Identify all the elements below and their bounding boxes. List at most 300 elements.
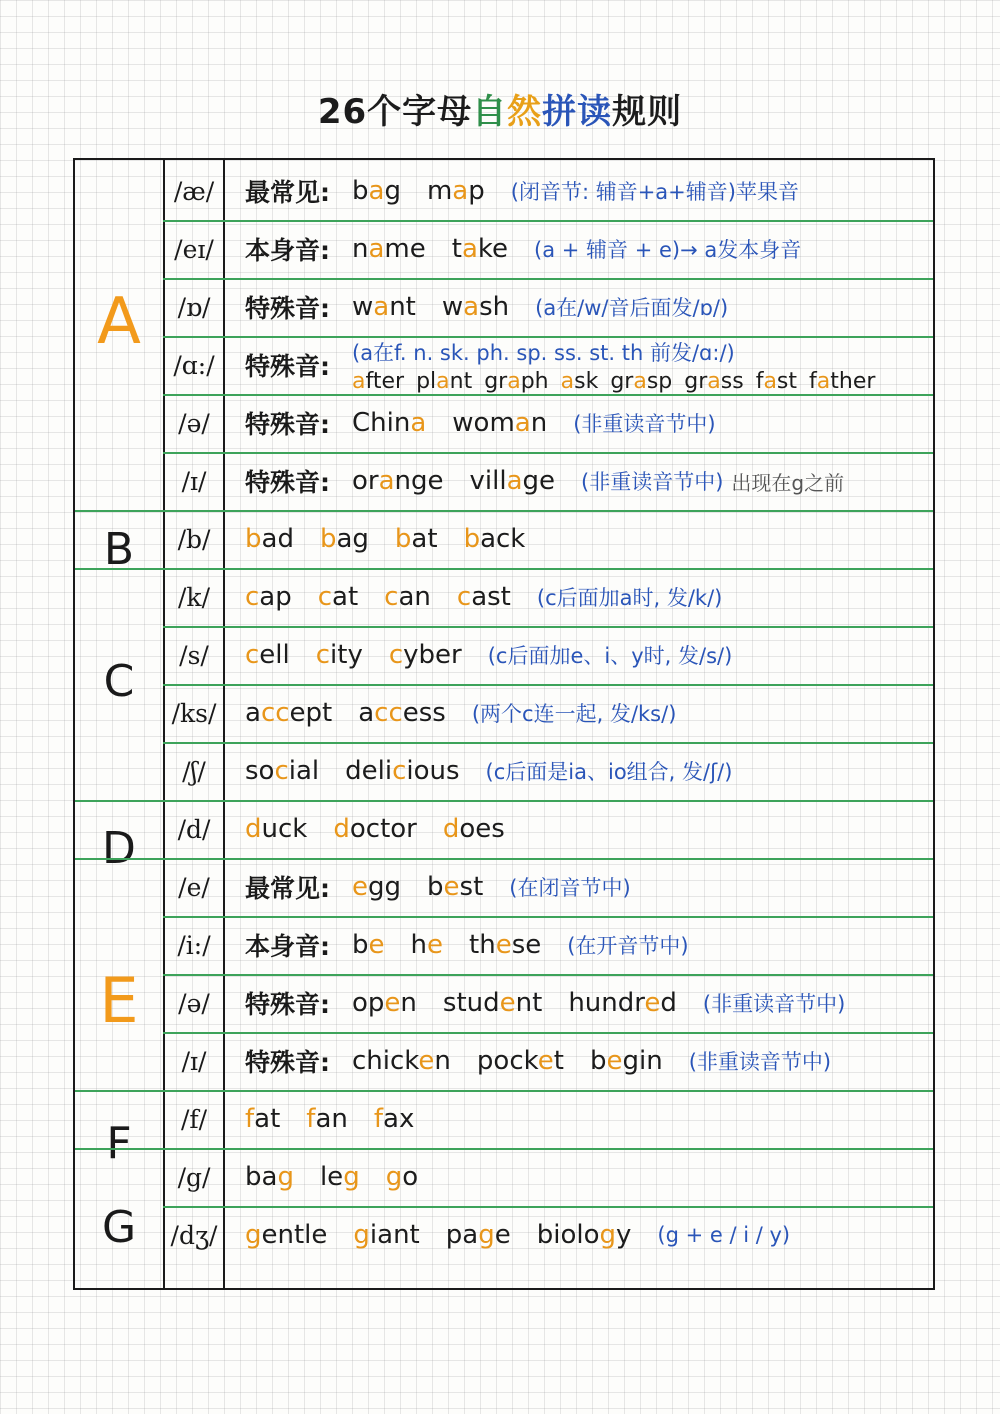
word-part: me xyxy=(384,234,426,264)
table-row xyxy=(75,510,933,568)
word-part: yber xyxy=(403,640,462,670)
word-part: gr xyxy=(484,368,508,394)
example-word xyxy=(389,640,462,670)
title-part: 自 xyxy=(472,92,508,132)
rule-note: (两个c连一起, 发/ks/) xyxy=(471,702,677,726)
word-part: gr xyxy=(684,368,708,394)
example-word xyxy=(352,466,444,496)
ipa-symbol: /g/ xyxy=(177,1162,211,1192)
ipa-symbol: /b/ xyxy=(177,524,211,554)
example-word xyxy=(469,930,541,960)
word-part: n xyxy=(530,408,548,438)
sound-type-label: 特殊音: xyxy=(245,990,330,1019)
example-word xyxy=(610,369,672,394)
table-row xyxy=(75,858,933,916)
example-word xyxy=(442,292,509,322)
word-part: ke xyxy=(477,234,509,264)
word-list xyxy=(352,408,573,438)
sound-type-label: 特殊音: xyxy=(245,468,330,497)
example-word xyxy=(316,640,363,670)
word-part: b xyxy=(352,176,369,206)
word-part: ept xyxy=(289,698,333,728)
word-list xyxy=(352,466,581,496)
word-part: ther xyxy=(830,368,876,394)
word-part: t xyxy=(451,234,462,264)
letter-g: G xyxy=(101,1202,137,1253)
example-word xyxy=(452,234,508,264)
ipa-symbol: /s/ xyxy=(179,640,209,670)
word-part: deli xyxy=(345,756,393,786)
word-part: ap xyxy=(259,582,292,612)
word-list xyxy=(245,1162,444,1192)
row-content xyxy=(245,510,927,568)
rule-note: (闭音节: 辅音+a+辅音)苹果音 xyxy=(510,180,799,204)
word-part: y xyxy=(616,1220,632,1250)
highlighted-letters: e xyxy=(606,1046,623,1076)
table-row xyxy=(75,162,933,220)
word-part: octor xyxy=(349,814,417,844)
word-part: m xyxy=(426,176,453,206)
row-content xyxy=(245,1032,927,1090)
word-list xyxy=(352,872,509,902)
ipa-symbol: /k/ xyxy=(178,582,210,612)
highlighted-letters: a xyxy=(507,368,521,394)
table-row xyxy=(75,1202,933,1264)
highlighted-letters: c xyxy=(245,582,260,612)
example-word xyxy=(684,369,743,394)
word-list xyxy=(352,988,703,1018)
highlighted-letters: a xyxy=(368,234,385,264)
word-part: le xyxy=(319,1162,344,1192)
word-part: ad xyxy=(261,524,294,554)
example-word xyxy=(537,1220,632,1250)
highlighted-letters: f xyxy=(373,1104,384,1134)
highlighted-letters: a xyxy=(633,368,647,394)
word-part: d xyxy=(660,988,677,1018)
word-part: at xyxy=(411,524,438,554)
ipa-symbol: /ɪ/ xyxy=(181,466,207,496)
row-content xyxy=(245,858,927,916)
highlighted-letters: a xyxy=(352,368,366,394)
sound-type-label: 特殊音: xyxy=(245,352,330,381)
word-part: at xyxy=(254,1104,281,1134)
row-content xyxy=(245,800,927,858)
rule-note: (非重读音节中) xyxy=(573,412,716,436)
word-part: o xyxy=(402,1162,419,1192)
row-content xyxy=(245,1206,927,1264)
word-list xyxy=(352,234,534,264)
word-part: pock xyxy=(476,1046,538,1076)
rule-note: (c后面是ia、io组合, 发/ʃ/) xyxy=(485,760,733,784)
word-part: ell xyxy=(259,640,290,670)
word-part: hundr xyxy=(568,988,645,1018)
table-row xyxy=(75,742,933,800)
example-word xyxy=(590,1046,663,1076)
row-content xyxy=(245,974,927,1032)
example-word xyxy=(446,1220,511,1250)
row-content xyxy=(245,684,927,742)
example-word xyxy=(470,466,556,496)
phonics-table xyxy=(73,158,935,1290)
word-part: biolo xyxy=(536,1220,600,1250)
word-part: an xyxy=(398,582,431,612)
word-part: ge xyxy=(522,466,556,496)
word-part: stud xyxy=(442,988,500,1018)
word-part: gr xyxy=(610,368,634,394)
example-word xyxy=(245,814,307,844)
sound-type-label: 特殊音: xyxy=(245,410,330,439)
word-part: Chin xyxy=(352,408,411,438)
word-part: iant xyxy=(369,1220,420,1250)
highlighted-letters: c xyxy=(456,582,472,612)
example-word xyxy=(333,814,417,844)
ipa-symbol: /i:/ xyxy=(177,930,211,960)
word-part: n xyxy=(352,234,369,264)
highlighted-letters: b xyxy=(394,524,412,554)
highlighted-letters: f xyxy=(245,1104,255,1134)
example-word xyxy=(352,176,401,206)
example-word xyxy=(345,756,459,786)
word-part: nt xyxy=(389,292,416,322)
example-word xyxy=(318,582,358,612)
table-row xyxy=(75,800,933,858)
rule-note: (在开音节中) xyxy=(567,934,689,958)
highlighted-letters: c xyxy=(388,640,404,670)
highlighted-letters: e xyxy=(368,930,385,960)
highlighted-letters: a xyxy=(436,368,450,394)
table-row xyxy=(75,452,933,510)
highlighted-letters: a xyxy=(560,368,575,394)
letter-f: F xyxy=(106,1118,132,1169)
ipa-symbol: /ks/ xyxy=(171,698,217,728)
sound-type-label: 最常见: xyxy=(245,874,330,903)
example-word xyxy=(352,1046,451,1076)
word-list xyxy=(245,524,551,554)
word-part: t xyxy=(553,1046,564,1076)
table-row xyxy=(75,1148,933,1206)
word-part: ag xyxy=(336,524,369,554)
word-part: ial xyxy=(288,756,320,786)
highlighted-letters: g xyxy=(343,1162,360,1192)
highlighted-letters: d xyxy=(245,814,262,844)
row-content xyxy=(245,452,927,510)
row-content xyxy=(245,568,927,626)
highlighted-letters: e xyxy=(427,930,443,960)
example-word xyxy=(320,1162,360,1192)
letter-c: C xyxy=(103,656,135,707)
word-part: ax xyxy=(383,1104,415,1134)
ipa-symbol: /ə/ xyxy=(178,988,210,1018)
row-content xyxy=(245,626,927,684)
example-word xyxy=(245,1162,294,1192)
word-part: h xyxy=(410,930,427,960)
word-list xyxy=(245,1220,657,1250)
page-title xyxy=(0,84,1000,133)
example-word xyxy=(477,1046,564,1076)
word-part: b xyxy=(427,872,444,902)
highlighted-letters: a xyxy=(461,234,478,264)
example-word xyxy=(452,408,547,438)
example-word xyxy=(568,988,677,1018)
title-part: 26个字母 xyxy=(317,92,473,132)
title-part: 拼读 xyxy=(542,92,613,132)
rule-note: (c后面加a时, 发/k/) xyxy=(536,586,723,610)
ipa-symbol: /ɑ:/ xyxy=(173,350,215,380)
row-content xyxy=(245,220,927,278)
highlighted-letters: e xyxy=(499,988,516,1018)
rule-note: (a在/w/音后面发/ɒ/) xyxy=(535,296,729,320)
row-content xyxy=(245,336,927,394)
letter-e: E xyxy=(99,964,139,1037)
highlighted-letters: c xyxy=(315,640,331,670)
highlighted-letters: g xyxy=(385,1162,403,1192)
ipa-symbol: /dʒ/ xyxy=(170,1220,218,1250)
word-part: n xyxy=(400,988,417,1018)
sound-type-label: 特殊音: xyxy=(245,294,330,323)
highlighted-letters: c xyxy=(245,640,260,670)
table-row xyxy=(75,626,933,684)
example-word xyxy=(352,234,426,264)
example-word xyxy=(374,1104,414,1134)
row-content xyxy=(245,278,927,336)
example-word xyxy=(427,872,483,902)
word-part: g xyxy=(384,176,401,206)
example-word xyxy=(395,524,438,554)
highlighted-letters: e xyxy=(418,1046,435,1076)
highlighted-letters: f xyxy=(306,1104,316,1134)
example-word xyxy=(416,369,472,394)
title-part: 然 xyxy=(507,92,543,132)
sound-type-label: 最常见: xyxy=(245,178,330,207)
table-row xyxy=(75,1032,933,1090)
ipa-symbol: /ɒ/ xyxy=(177,292,211,322)
example-word xyxy=(352,930,385,960)
word-part: a xyxy=(245,698,261,728)
word-part: st xyxy=(459,872,484,902)
example-word xyxy=(245,698,332,728)
ipa-symbol: /eɪ/ xyxy=(174,234,214,264)
highlighted-letters: b xyxy=(319,524,337,554)
example-word xyxy=(306,1104,348,1134)
ipa-symbol: /f/ xyxy=(180,1104,208,1134)
example-word xyxy=(756,369,797,394)
example-word xyxy=(245,640,290,670)
row-content xyxy=(245,1090,927,1148)
example-word xyxy=(386,1162,418,1192)
example-word xyxy=(484,369,548,394)
highlighted-letters: g xyxy=(277,1162,294,1192)
highlighted-letters: e xyxy=(537,1046,554,1076)
word-part: gg xyxy=(368,872,402,902)
word-list xyxy=(352,369,887,394)
rule-note: (非重读音节中) xyxy=(688,1050,832,1074)
word-part: th xyxy=(469,930,496,960)
ipa-symbol: /æ/ xyxy=(173,176,215,206)
word-list xyxy=(352,930,567,960)
example-word xyxy=(457,582,511,612)
highlighted-letters: a xyxy=(368,176,385,206)
word-part: vill xyxy=(469,466,507,496)
example-word xyxy=(561,369,599,394)
example-word xyxy=(443,814,505,844)
example-word xyxy=(427,176,485,206)
highlighted-letters: a xyxy=(463,292,480,322)
highlighted-letters: b xyxy=(245,524,262,554)
highlighted-letters: c xyxy=(392,756,407,786)
word-part: ity xyxy=(330,640,363,670)
word-list xyxy=(245,756,486,786)
sound-type-label: 本身音: xyxy=(245,236,330,265)
highlighted-letters: cc xyxy=(260,698,290,728)
sound-type-label: 特殊音: xyxy=(245,1048,330,1077)
word-part: a xyxy=(358,698,375,728)
highlighted-letters: g xyxy=(478,1220,495,1250)
example-word xyxy=(443,988,542,1018)
highlighted-letters: g xyxy=(245,1220,262,1250)
highlighted-letters: a xyxy=(410,408,427,438)
word-part: so xyxy=(245,756,275,786)
word-part: ack xyxy=(480,524,526,554)
word-list xyxy=(245,698,472,728)
word-part: an xyxy=(315,1104,348,1134)
example-word xyxy=(245,756,319,786)
example-word xyxy=(358,698,446,728)
word-list xyxy=(245,814,531,844)
word-part: ph xyxy=(520,368,549,394)
word-part: e xyxy=(494,1220,511,1250)
row-content xyxy=(245,742,927,800)
table-row xyxy=(75,684,933,742)
letter-d: D xyxy=(102,823,136,874)
word-part: st xyxy=(776,368,798,394)
table-row xyxy=(75,394,933,452)
word-part: ious xyxy=(406,756,460,786)
rule-note: 出现在g之前 xyxy=(731,470,845,495)
row-content xyxy=(245,162,927,220)
word-part: pa xyxy=(445,1220,479,1250)
example-word xyxy=(320,524,369,554)
word-part: gin xyxy=(622,1046,663,1076)
word-part: sk xyxy=(574,368,599,394)
letter-a: A xyxy=(97,285,141,359)
word-part: sh xyxy=(479,292,510,322)
ipa-symbol: /ʃ/ xyxy=(182,756,206,786)
table-row xyxy=(75,974,933,1032)
word-list xyxy=(352,292,535,322)
rule-note: (a + 辅音 + e)→ a发本身音 xyxy=(534,238,802,262)
highlighted-letters: g xyxy=(353,1220,370,1250)
word-part: nt xyxy=(449,368,473,394)
word-list xyxy=(245,1104,440,1134)
example-word xyxy=(245,582,292,612)
two-line-block xyxy=(352,337,887,394)
word-part: w xyxy=(352,292,374,322)
rule-note: (非重读音节中) xyxy=(581,470,724,494)
word-part: w xyxy=(441,292,464,322)
example-word xyxy=(352,408,426,438)
example-word xyxy=(464,524,526,554)
table-row xyxy=(75,278,933,336)
table-row xyxy=(75,336,933,394)
table-row xyxy=(75,220,933,278)
highlighted-letters: a xyxy=(452,176,469,206)
word-part: f xyxy=(755,368,764,394)
rule-note: (a在f. n. sk. ph. sp. ss. st. th 前发/ɑ:/) xyxy=(352,340,735,365)
word-part: p xyxy=(468,176,485,206)
highlighted-letters: b xyxy=(463,524,481,554)
title-part: 规则 xyxy=(612,92,683,132)
word-part: ess xyxy=(402,698,446,728)
word-part: wom xyxy=(452,408,515,438)
word-part: f xyxy=(809,368,817,394)
example-word xyxy=(352,369,404,394)
highlighted-letters: cc xyxy=(374,698,403,728)
word-part: oes xyxy=(459,814,505,844)
word-part: entle xyxy=(261,1220,328,1250)
highlighted-letters: a xyxy=(763,368,777,394)
word-list xyxy=(352,1046,689,1076)
highlighted-letters: a xyxy=(378,466,395,496)
row-content xyxy=(245,394,927,452)
highlighted-letters: e xyxy=(384,988,401,1018)
highlighted-letters: d xyxy=(333,814,350,844)
example-word xyxy=(245,1220,327,1250)
word-part: se xyxy=(511,930,542,960)
word-part: ast xyxy=(471,582,511,612)
ipa-symbol: /ɪ/ xyxy=(181,1046,207,1076)
example-word xyxy=(411,930,443,960)
highlighted-letters: c xyxy=(384,582,399,612)
word-part: nt xyxy=(515,988,543,1018)
ipa-symbol: /e/ xyxy=(178,872,210,902)
table-row xyxy=(75,916,933,974)
highlighted-letters: e xyxy=(352,872,368,902)
word-part: uck xyxy=(261,814,308,844)
example-word xyxy=(352,872,401,902)
highlighted-letters: c xyxy=(317,582,333,612)
word-part: n xyxy=(434,1046,451,1076)
word-part: fter xyxy=(365,368,405,394)
word-part: pl xyxy=(416,368,437,394)
word-list xyxy=(245,582,537,612)
table-row xyxy=(75,568,933,626)
example-word xyxy=(809,369,875,394)
rule-note: (c后面加e、i、y时, 发/s/) xyxy=(487,644,733,668)
example-word xyxy=(245,1104,280,1134)
word-part: ba xyxy=(245,1162,278,1192)
word-part: b xyxy=(589,1046,607,1076)
word-part: nge xyxy=(394,466,444,496)
example-word xyxy=(353,1220,419,1250)
rule-note: (非重读音节中) xyxy=(702,992,846,1016)
row-content xyxy=(245,916,927,974)
word-part: sp xyxy=(646,368,673,394)
highlighted-letters: a xyxy=(816,368,831,394)
rule-note: (在闭音节中) xyxy=(509,876,631,900)
highlighted-letters: a xyxy=(514,408,531,438)
word-list xyxy=(245,640,488,670)
highlighted-letters: a xyxy=(373,292,390,322)
highlighted-letters: e xyxy=(495,930,512,960)
highlighted-letters: c xyxy=(274,756,289,786)
highlighted-letters: g xyxy=(599,1220,616,1250)
ipa-symbol: /ə/ xyxy=(178,408,210,438)
example-word xyxy=(352,292,416,322)
example-word xyxy=(352,988,417,1018)
highlighted-letters: e xyxy=(443,872,460,902)
highlighted-letters: d xyxy=(442,814,460,844)
sound-type-label: 本身音: xyxy=(245,932,330,961)
